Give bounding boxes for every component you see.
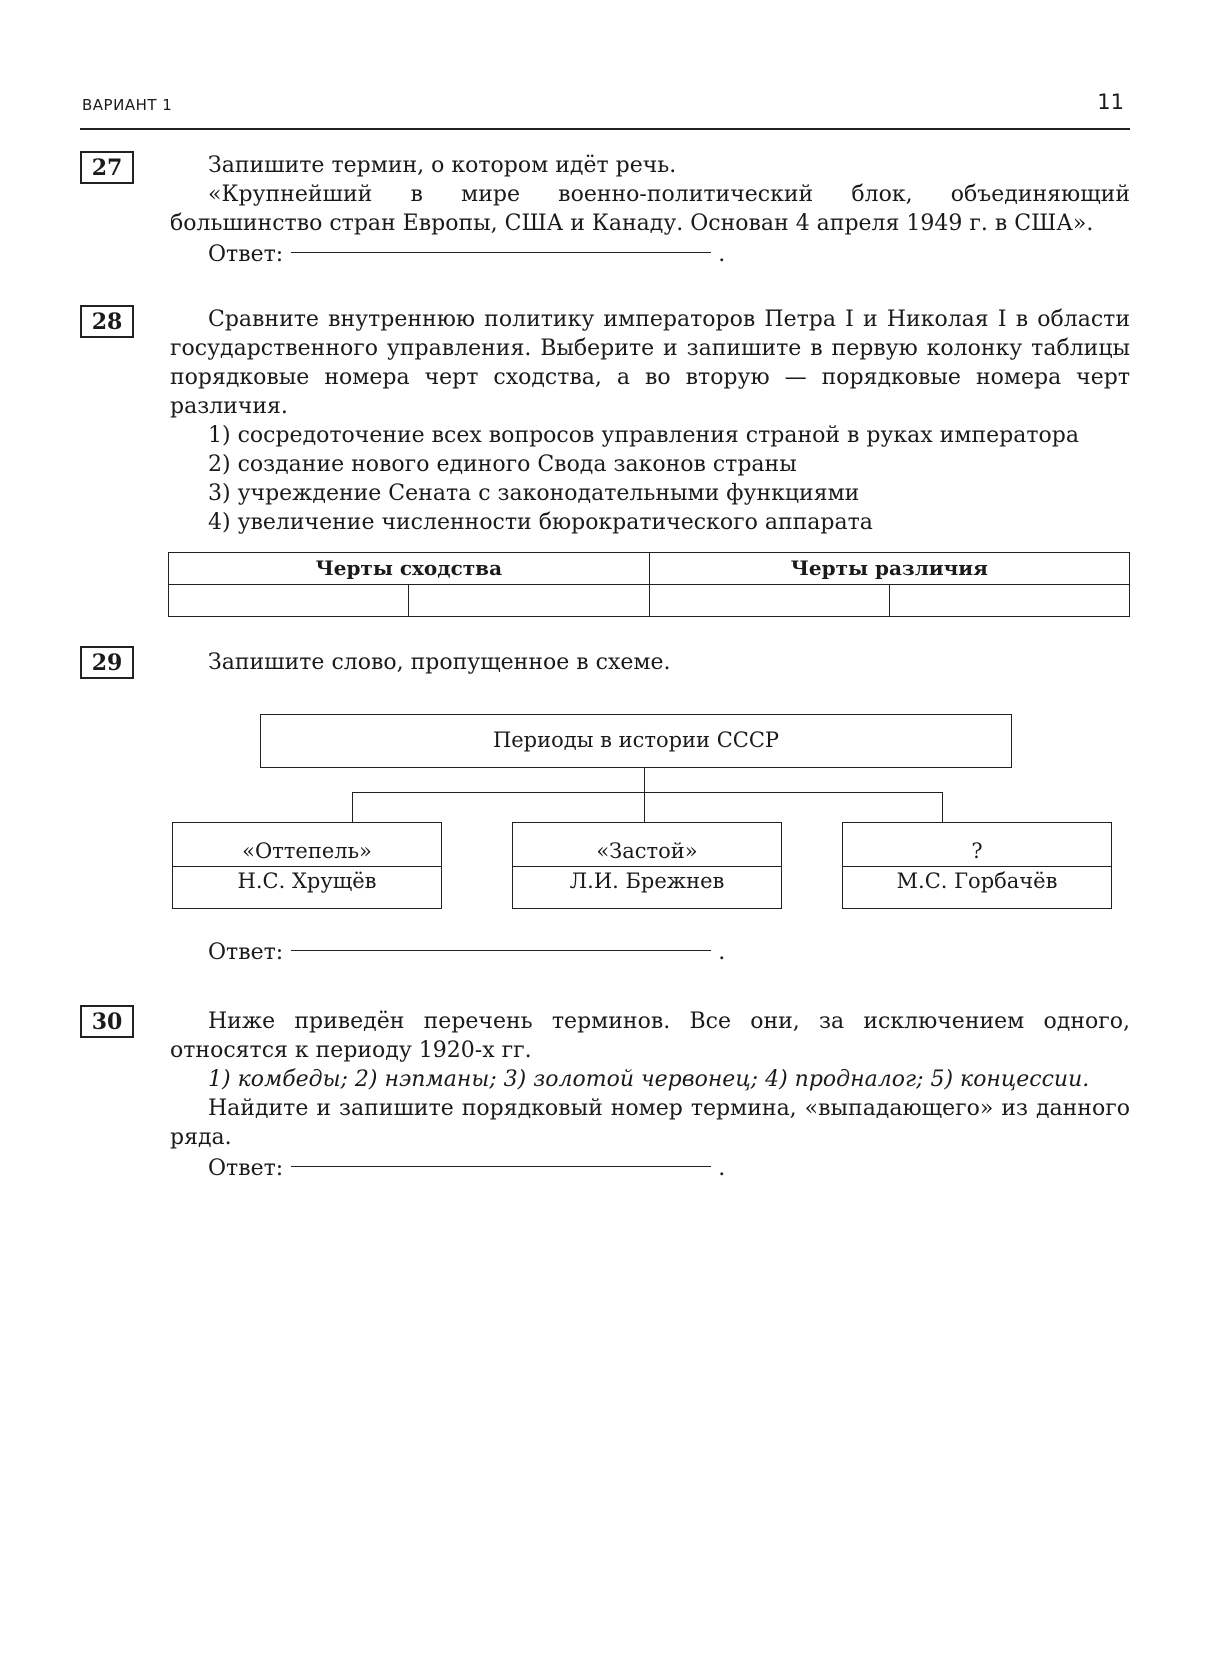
answer-end: .: [718, 1156, 726, 1181]
scheme-leader: Л.И. Брежнев: [569, 869, 725, 893]
column-header-differences: Черты различия: [649, 553, 1130, 585]
list-item: 3) учреждение Сената с законодательными функциями: [208, 481, 860, 506]
task-number-29: 29: [80, 646, 134, 679]
task-28-body: [170, 305, 1130, 617]
task-number-27: 27: [80, 151, 134, 184]
answer-end: .: [718, 242, 726, 267]
difference-cell-2[interactable]: [889, 585, 1129, 617]
task-30-text: Ниже приведён перечень терминов. Все они, за исключением одного, относятся к периоду 1920-х гг.: [170, 1009, 1130, 1063]
list-item: 2) создание нового единого Свода законов страны: [208, 452, 797, 477]
connector-line: [644, 768, 645, 822]
page-header: [80, 88, 1130, 130]
task-27-body: [170, 151, 1130, 272]
difference-cell-1[interactable]: [649, 585, 889, 617]
task-30-instruction: Найдите и запишите порядковый номер термина, «выпадающего» из данного ряда.: [170, 1096, 1130, 1150]
answer-label: Ответ:: [208, 242, 284, 267]
task-28-text: Сравните внутреннюю политику императоров Петра I и Николая I в области государственного управления. Выберите и запишите в первую колонку таблицы порядковые номера черт сходства, а во вторую — порядковые номера черт различия.: [170, 307, 1130, 419]
answer-label: Ответ:: [208, 1156, 284, 1181]
task-number-30: 30: [80, 1005, 134, 1038]
scheme-box-stagnation: [512, 822, 782, 909]
task-29-instruction: Запишите слово, пропущенное в схеме.: [208, 650, 671, 675]
scheme-period: «Оттепель»: [173, 823, 441, 867]
similarity-cell-2[interactable]: [409, 585, 649, 617]
task-30-body: [170, 1007, 1130, 1186]
scheme-box-thaw: [172, 822, 442, 909]
answer-27-field[interactable]: [291, 252, 711, 253]
variant-label: ВАРИАНТ 1: [82, 96, 173, 114]
task-30: [80, 1005, 1132, 1205]
connector-line: [352, 792, 353, 822]
task-28-list: [170, 421, 1130, 537]
task-28: [80, 305, 1132, 645]
scheme-root-box: [260, 714, 1012, 768]
scheme-leader: М.С. Горбачёв: [896, 869, 1058, 893]
scheme-root-label: Периоды в истории СССР: [492, 728, 780, 752]
comparison-table: [168, 552, 1130, 617]
scheme-leader: Н.С. Хрущёв: [237, 869, 377, 893]
task-29-answer-wrap: [170, 936, 1130, 970]
answer-27: [170, 240, 1130, 272]
connector-line: [942, 792, 943, 822]
answer-label: Ответ:: [208, 940, 284, 965]
column-header-similarities: Черты сходства: [169, 553, 650, 585]
task-27: [80, 151, 1132, 281]
task-number-28: 28: [80, 305, 134, 338]
scheme-period: «Застой»: [513, 823, 781, 867]
scheme-box-missing: [842, 822, 1112, 909]
task-27-instruction: Запишите термин, о котором идёт речь.: [208, 153, 677, 178]
page-number: 11: [1097, 90, 1124, 114]
answer-29-field[interactable]: [291, 950, 711, 951]
answer-30: [170, 1154, 1130, 1186]
task-27-quote: «Крупнейший в мире военно-политический блок, объединяющий большинство стран Европы, США и Канаду. Основан 4 апреля 1949 г. в США».: [170, 182, 1130, 236]
connector-line: [352, 792, 942, 793]
answer-29: [170, 938, 1130, 970]
list-item: 1) сосредоточение всех вопросов управления страной в руках императора: [208, 423, 1079, 448]
task-30-terms: 1) комбеды; 2) нэпманы; 3) золотой червонец; 4) продналог; 5) концессии.: [208, 1067, 1090, 1092]
answer-end: .: [718, 940, 726, 965]
scheme-period-missing[interactable]: ?: [843, 823, 1111, 867]
task-29: [80, 646, 1132, 986]
similarity-cell-1[interactable]: [169, 585, 409, 617]
periods-scheme: [80, 646, 1132, 986]
list-item: 4) увеличение численности бюрократического аппарата: [208, 510, 873, 535]
answer-30-field[interactable]: [291, 1166, 711, 1167]
